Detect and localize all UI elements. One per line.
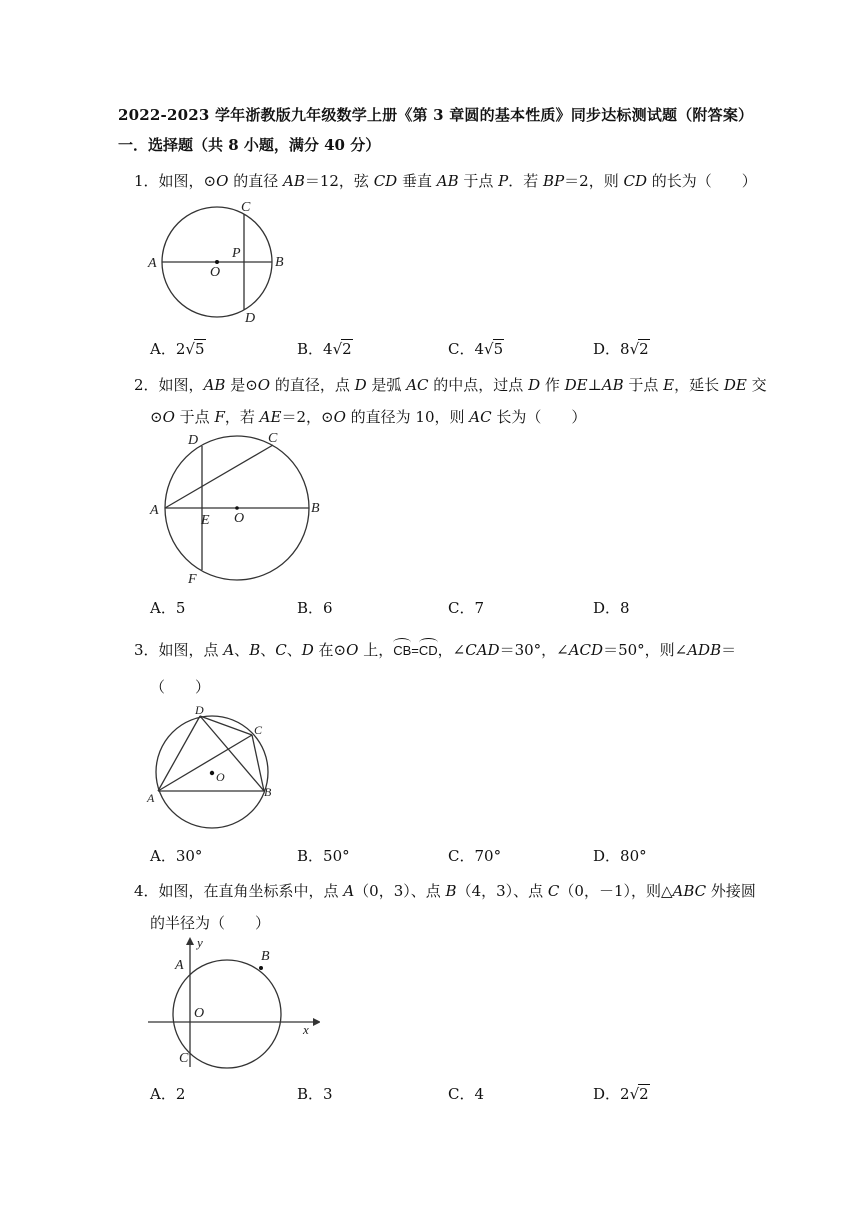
math-variable: A <box>343 882 355 900</box>
q4-option-d[interactable]: D．2√2 <box>593 1085 649 1103</box>
math-variable: D <box>528 376 541 394</box>
stem-text <box>438 641 736 659</box>
math-variable: C <box>275 641 287 659</box>
stem-segment: 于点 <box>174 408 215 426</box>
label-c: C <box>268 431 278 446</box>
question-2-line-1 <box>134 374 767 395</box>
stem-text <box>159 172 757 190</box>
math-variable: ABC <box>672 882 707 900</box>
question-4-line-1 <box>134 880 756 901</box>
stem-segment: 垂直 <box>397 172 437 190</box>
stem-segment: 、 <box>260 641 276 659</box>
math-variable: AB <box>203 376 226 394</box>
math-variable: AC <box>406 376 429 394</box>
center-point <box>215 260 219 264</box>
q2-option-d[interactable]: D．8 <box>593 599 630 617</box>
stem-segment: 外接圆 <box>706 882 756 900</box>
q3-option-b[interactable]: B．50° <box>297 847 350 865</box>
chord-ac <box>165 445 273 508</box>
question-number: 2． <box>134 376 159 394</box>
label-o: O <box>216 770 225 784</box>
label-b: B <box>264 785 272 799</box>
q4-option-c[interactable]: C．4 <box>448 1085 485 1103</box>
label-c: C <box>241 200 251 215</box>
math-variable: ACD <box>568 641 604 659</box>
label-d: D <box>245 311 256 326</box>
question-3-line-1: 3．如图，点 A、B、C、D 在⊙O 上，CB=CD，∠CAD＝30°，∠ACD＝50°，则∠ADB＝ <box>134 641 737 659</box>
stem-segment: 是⊙ <box>225 376 258 394</box>
math-variable: O <box>257 376 271 394</box>
stem-segment: 于点 <box>458 172 499 190</box>
stem-segment: 如图，点 <box>158 641 224 659</box>
label-a: A <box>148 256 157 271</box>
label-a: A <box>147 791 155 805</box>
center-point <box>235 506 239 510</box>
stem-segment: ＝30°，∠ <box>499 641 569 659</box>
label-x: x <box>303 1022 309 1037</box>
stem-segment: ＝12，弦 <box>304 172 374 190</box>
math-variable: AC <box>469 408 492 426</box>
question-2-line-2 <box>150 406 586 427</box>
stem-text <box>159 376 767 394</box>
stem-segment: 的直径为 10，则 <box>345 408 470 426</box>
label-a: A <box>150 503 159 518</box>
stem-segment: ＝2，则 <box>564 172 624 190</box>
stem-segment: 于点 <box>623 376 664 394</box>
q3-option-c[interactable]: C．70° <box>448 847 502 865</box>
math-variable: AB <box>601 376 624 394</box>
label-c: C <box>179 1051 189 1066</box>
math-variable: CD <box>623 172 647 190</box>
math-variable: B <box>445 882 457 900</box>
stem-segment: ⊙ <box>150 408 163 426</box>
stem-segment: ，延长 <box>674 376 724 394</box>
stem-segment: （0，3）、点 <box>354 882 446 900</box>
stem-segment: 是弧 <box>366 376 407 394</box>
math-variable: ADB <box>687 641 722 659</box>
label-a: A <box>175 958 184 973</box>
q2-option-b[interactable]: B．6 <box>297 599 333 617</box>
section-heading: 一．选择题（共 8 小题，满分 40 分） <box>118 136 381 154</box>
stem-text <box>159 641 394 659</box>
stem-segment: 、 <box>286 641 302 659</box>
question-4-figure <box>145 935 320 1070</box>
q3-option-d[interactable]: D．80° <box>593 847 647 865</box>
math-variable: CAD <box>465 641 500 659</box>
q4-option-a[interactable]: A．2 <box>150 1085 186 1103</box>
math-variable: CD <box>373 172 398 190</box>
stem-segment: 的直径 <box>228 172 283 190</box>
math-variable: O <box>333 408 346 426</box>
math-variable: O <box>346 641 359 659</box>
segment-ac <box>158 735 252 791</box>
math-variable: E <box>663 376 675 394</box>
y-axis-arrow <box>186 937 194 945</box>
label-o: O <box>210 265 221 280</box>
arc-cd: CD <box>419 640 438 658</box>
stem-segment: 的直径，点 <box>270 376 355 394</box>
page-title: 2022-2023 学年浙教版九年级数学上册《第 3 章圆的基本性质》同步达标测试题（附答案） <box>118 106 754 124</box>
math-variable: DE <box>564 376 588 394</box>
stem-text <box>159 882 756 900</box>
question-4-line-2: 的半径为（ ） <box>150 914 271 932</box>
segment-cb <box>252 735 264 791</box>
stem-segment: ．若 <box>508 172 544 190</box>
stem-segment: 如图，在直角坐标系中，点 <box>158 882 344 900</box>
question-number: 1． <box>134 172 159 190</box>
math-variable: C <box>547 882 560 900</box>
stem-segment: ＝ <box>721 641 737 659</box>
arc-cb: CB <box>393 640 411 658</box>
question-3-line-2: （ ） <box>150 678 211 696</box>
q3-option-a[interactable]: A．30° <box>150 847 203 865</box>
label-o: O <box>194 1006 205 1021</box>
q1-option-d[interactable]: D．8√2 <box>593 340 649 358</box>
q1-option-b[interactable]: B．4√2 <box>297 340 352 358</box>
math-variable: D <box>301 641 314 659</box>
label-o: O <box>234 511 245 526</box>
q1-option-a[interactable]: A．2√5 <box>150 340 205 358</box>
math-variable: B <box>249 641 261 659</box>
circumcircle <box>173 960 281 1068</box>
label-b: B <box>275 255 284 270</box>
q2-option-c[interactable]: C．7 <box>448 599 485 617</box>
stem-segment: 交 <box>746 376 767 394</box>
math-variable: O <box>162 408 175 426</box>
math-variable: O <box>216 172 229 190</box>
stem-segment: ⊥ <box>587 376 602 394</box>
question-1-stem <box>134 170 757 191</box>
point-b <box>259 966 263 970</box>
math-variable: A <box>223 641 235 659</box>
math-variable: P <box>498 172 509 190</box>
stem-segment: 的长为（ ） <box>647 172 757 190</box>
center-point <box>210 771 214 775</box>
label-y: y <box>197 935 203 950</box>
math-variable: AB <box>282 172 305 190</box>
stem-segment: 如图， <box>158 376 204 394</box>
question-2-figure <box>145 430 330 590</box>
label-d: D <box>188 433 199 448</box>
q1-option-c[interactable]: C．4√5 <box>448 340 504 358</box>
label-b: B <box>261 949 270 964</box>
stem-segment: 的中点，过点 <box>428 376 529 394</box>
stem-segment: 长为（ ） <box>491 408 587 426</box>
math-variable: DE <box>723 376 747 394</box>
math-variable: D <box>354 376 367 394</box>
stem-text <box>150 408 586 426</box>
math-variable: F <box>214 408 225 426</box>
math-variable: AE <box>259 408 282 426</box>
math-variable: BP <box>543 172 565 190</box>
stem-segment: 在⊙ <box>313 641 347 659</box>
label-c: C <box>254 723 263 737</box>
x-axis-arrow <box>313 1018 320 1026</box>
question-number: 3． <box>134 641 159 659</box>
q4-option-b[interactable]: B．3 <box>297 1085 333 1103</box>
stem-segment: ，∠ <box>437 641 466 659</box>
stem-segment: 作 <box>540 376 565 394</box>
stem-segment: ＝2，⊙ <box>281 408 334 426</box>
question-3-figure <box>142 698 282 830</box>
stem-segment: （0，－1），则△ <box>559 882 673 900</box>
stem-segment: 上， <box>358 641 394 659</box>
stem-segment: （4，3）、点 <box>456 882 548 900</box>
question-1-figure <box>140 196 300 326</box>
label-e: E <box>201 513 210 528</box>
question-number: 4． <box>134 882 159 900</box>
label-p: P <box>232 246 241 261</box>
stem-segment: ，若 <box>224 408 260 426</box>
stem-segment: 如图，⊙ <box>158 172 217 190</box>
stem-segment: ＝50°，则∠ <box>603 641 688 659</box>
q2-option-a[interactable]: A．5 <box>150 599 186 617</box>
label-d: D <box>195 703 204 717</box>
math-variable: AB <box>436 172 459 190</box>
label-b: B <box>311 501 320 516</box>
stem-segment: 、 <box>234 641 250 659</box>
label-f: F <box>188 572 197 587</box>
